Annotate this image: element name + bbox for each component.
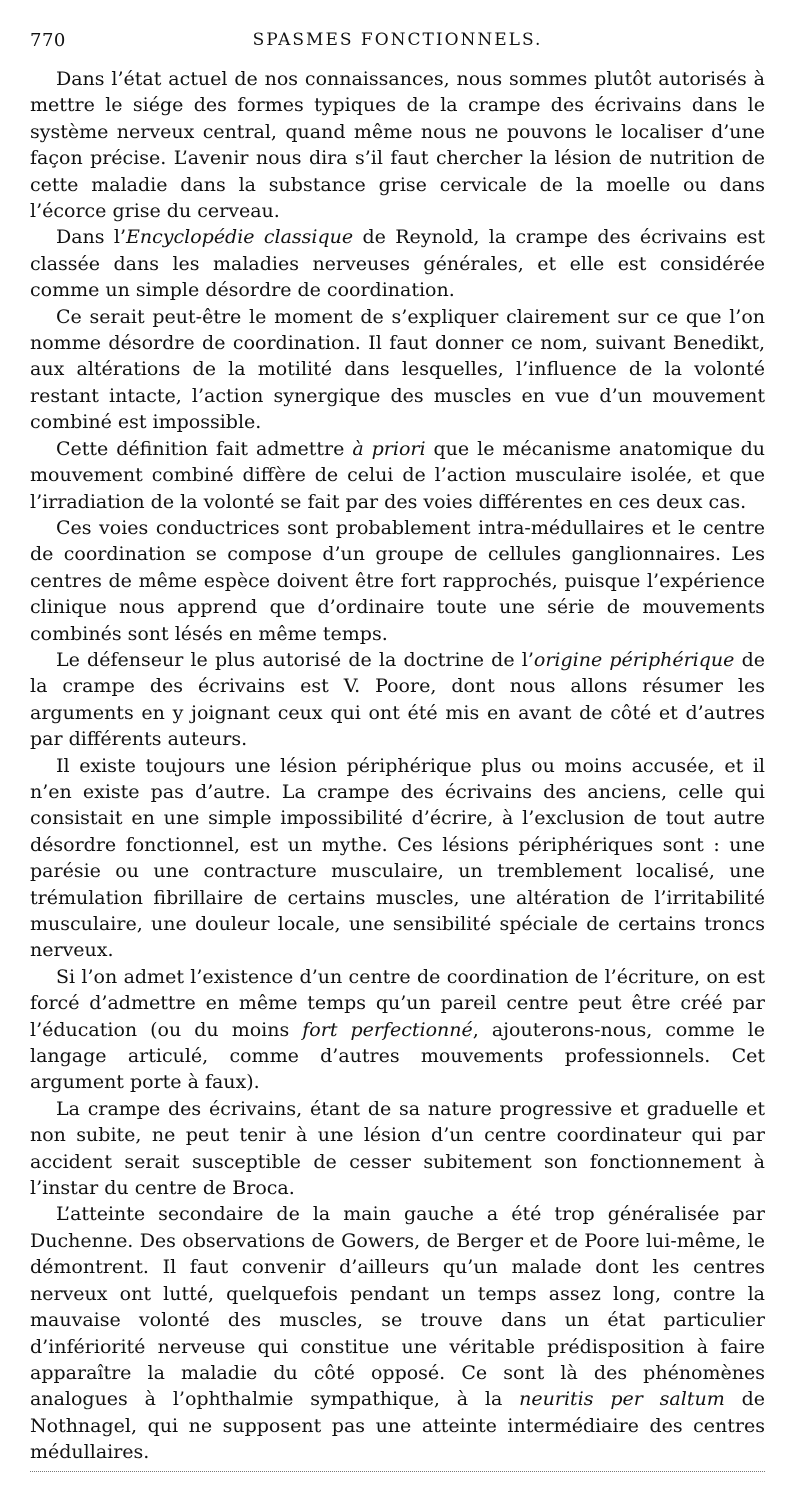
italic-text: neuritis per saltum — [519, 1388, 725, 1411]
italic-text: fort perfectionné — [302, 1018, 473, 1041]
text-run: L’atteinte secondaire de la main gauche a été trop généralisée par Duchenne. Des observations de Gowers, de Berger et de Poore lui-même, le démontrent. Il faut convenir d’ailleurs qu’un malade dont les centres nerveux ont lutté, quelquefois pendant un temps assez long, contre la mauvaise volonté des muscles, se trouve dans un état particulier d’infériorité nerveuse qui constitue une véritable prédisposition à faire apparaître la maladie du côté opposé. Ce sont là des phénomènes analogues à l’ophthalmie sympathique, à la — [30, 1203, 765, 1411]
page-number: 770 — [30, 30, 66, 51]
running-title: SPASMES FONCTIONNELS. — [252, 30, 543, 50]
body-text — [30, 66, 765, 1466]
paragraph — [30, 304, 765, 436]
text-run: , ajouterons-nous, comme le langage articulé, comme d’autres mouvements professionnels. Cet argument porte à faux). — [30, 1018, 765, 1094]
text-run: Si l’on admet l’existence d’un centre de coordination de l’écriture, on est forcé d’admettre en même temps qu’un pareil centre peut être créé par l’éducation (ou du moins — [30, 965, 765, 1041]
paragraph — [30, 647, 765, 753]
text-run: Cette définition fait admettre — [56, 437, 353, 460]
italic-text: Encyclopédie classique — [126, 226, 354, 249]
text-run: La crampe des écrivains, étant de sa nature progressive et graduelle et non subite, ne peut tenir à une lésion d’un centre coordinateur qui par accident serait susceptible de cesser subitement son fonctionnement à l’instar du centre de Broca. — [30, 1097, 765, 1200]
text-run: Le défenseur le plus autorisé de la doctrine de l’ — [56, 648, 534, 671]
text-run: de Nothnagel, qui ne supposent pas une atteinte intermédiaire des centres médullaires. — [30, 1388, 765, 1464]
book-page — [30, 30, 765, 1466]
paragraph — [30, 1201, 765, 1465]
text-run: Il existe toujours une lésion périphérique plus ou moins accusée, et il n’en existe pas d’autre. La crampe des écrivains des anciens, celle qui consistait en une simple impossibilité d’écrire, à l’exclusion de tout autre désordre fonctionnel, est un mythe. Ces lésions périphériques sont : une parésie ou une contracture musculaire, un tremblement localisé, une trémulation fibrillaire de certains muscles, une altération de l’irritabilité musculaire, une douleur locale, une sensibilité spéciale de certains troncs nerveux. — [30, 754, 765, 962]
text-run: de la crampe des écrivains est V. Poore, dont nous allons résumer les arguments en y joignant ceux qui ont été mis en avant de côté et d’autres par différents auteurs. — [30, 648, 765, 751]
italic-text: origine périphérique — [533, 648, 735, 671]
paragraph — [30, 964, 765, 1096]
italic-text: à priori — [352, 437, 426, 460]
text-run: Ce serait peut-être le moment de s’expliquer clairement sur ce que l’on nomme désordre de coordination. Il faut donner ce nom, suivant Benedikt, aux altérations de la motilité dans lesquelles, l’influence de la volonté restant intacte, l’action synergique des muscles en vue d’un mouvement combiné est impossible. — [30, 305, 765, 434]
paragraph — [30, 66, 765, 224]
text-run: Dans l’ — [56, 226, 127, 249]
text-run: Dans l’état actuel de nos connaissances, nous sommes plutôt autorisés à mettre le siége des formes typiques de la crampe des écrivains dans le système nerveux central, quand même nous ne pouvons le localiser d’une façon précise. L’avenir nous dira s’il faut chercher la lésion de nutrition de cette maladie dans la substance grise cervicale de la moelle ou dans l’écorce grise du cerveau. — [30, 68, 765, 223]
text-run: de Reynold, la crampe des écrivains est classée dans les maladies nerveuses générales, et elle est considérée comme un simple désordre de coordination. — [30, 226, 765, 302]
paragraph — [30, 515, 765, 647]
text-run: que le mécanisme anatomique du mouvement combiné diffère de celui de l’action musculaire isolée, et que l’irradiation de la volonté se fait par des voies différentes en ces deux cas. — [30, 437, 765, 513]
page-header — [30, 30, 765, 56]
paragraph — [30, 753, 765, 964]
paragraph — [30, 436, 765, 515]
footer-dotted-rule — [30, 1471, 765, 1472]
text-run: Ces voies conductrices sont probablement intra-médullaires et le centre de coordination se compose d’un groupe de cellules ganglionnaires. Les centres de même espèce doivent être fort rapprochés, puisque l’expérience clinique nous apprend que d’ordinaire toute une série de mouvements combinés sont lésés en même temps. — [30, 516, 765, 645]
paragraph — [30, 224, 765, 303]
paragraph — [30, 1096, 765, 1202]
